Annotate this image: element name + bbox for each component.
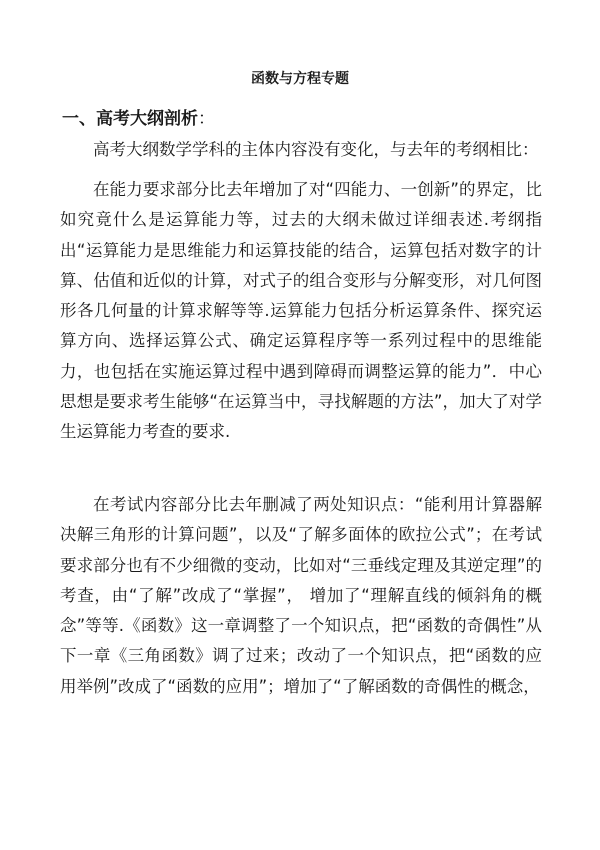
section-heading-text: 一、高考大纲剖析: [62, 109, 198, 129]
paragraph-exam-content: 在考试内容部分比去年删减了两处知识点：“能利用计算器解决解三角形的计算问题”，以及“了解多面体的欧拉公式”；在考试要求部分也有不少细微的变动，比如对“三垂线定理及其逆定理”的考查，由“了解”改成了“掌握”， 增加了“理解直线的倾斜角的概念”等等.《函数》这一章调整了一个知识点，把“函数的奇偶性”从下一章《三角函数》调了过来；改动了一个知识点，把“函数的应用举例”改成了“函数的应用”；增加了“了解函数的奇偶性的概念，: [60, 495, 542, 696]
section-heading: [62, 104, 215, 129]
document-title: 函数与方程专题: [251, 71, 349, 87]
paragraph-ability-requirements: 在能力要求部分比去年增加了对“四能力、一创新”的界定，比如究竟什么是运算能力等，过去的大纲未做过详细表述.考纲指出“运算能力是思维能力和运算技能的结合，运算包括对数字的计算、估值和近似的计算，对式子的组合变形与分解变形，对几何图形各几何量的计算求解等等.运算能力包括分析运算条件、探究运算方向、选择运算公式、确定运算程序等一系列过程中的思维能力，也包括在实施运算过程中遇到障碍而调整运算的能力”．中心思想是要求考生能够“在运算当中，寻找解题的方法”，加大了对学生运算能力考查的要求.: [60, 180, 542, 442]
section-heading-colon: ：: [198, 109, 215, 129]
paragraph-intro: 高考大纲数学学科的主体内容没有变化，与去年的考纲相比：: [93, 140, 539, 159]
